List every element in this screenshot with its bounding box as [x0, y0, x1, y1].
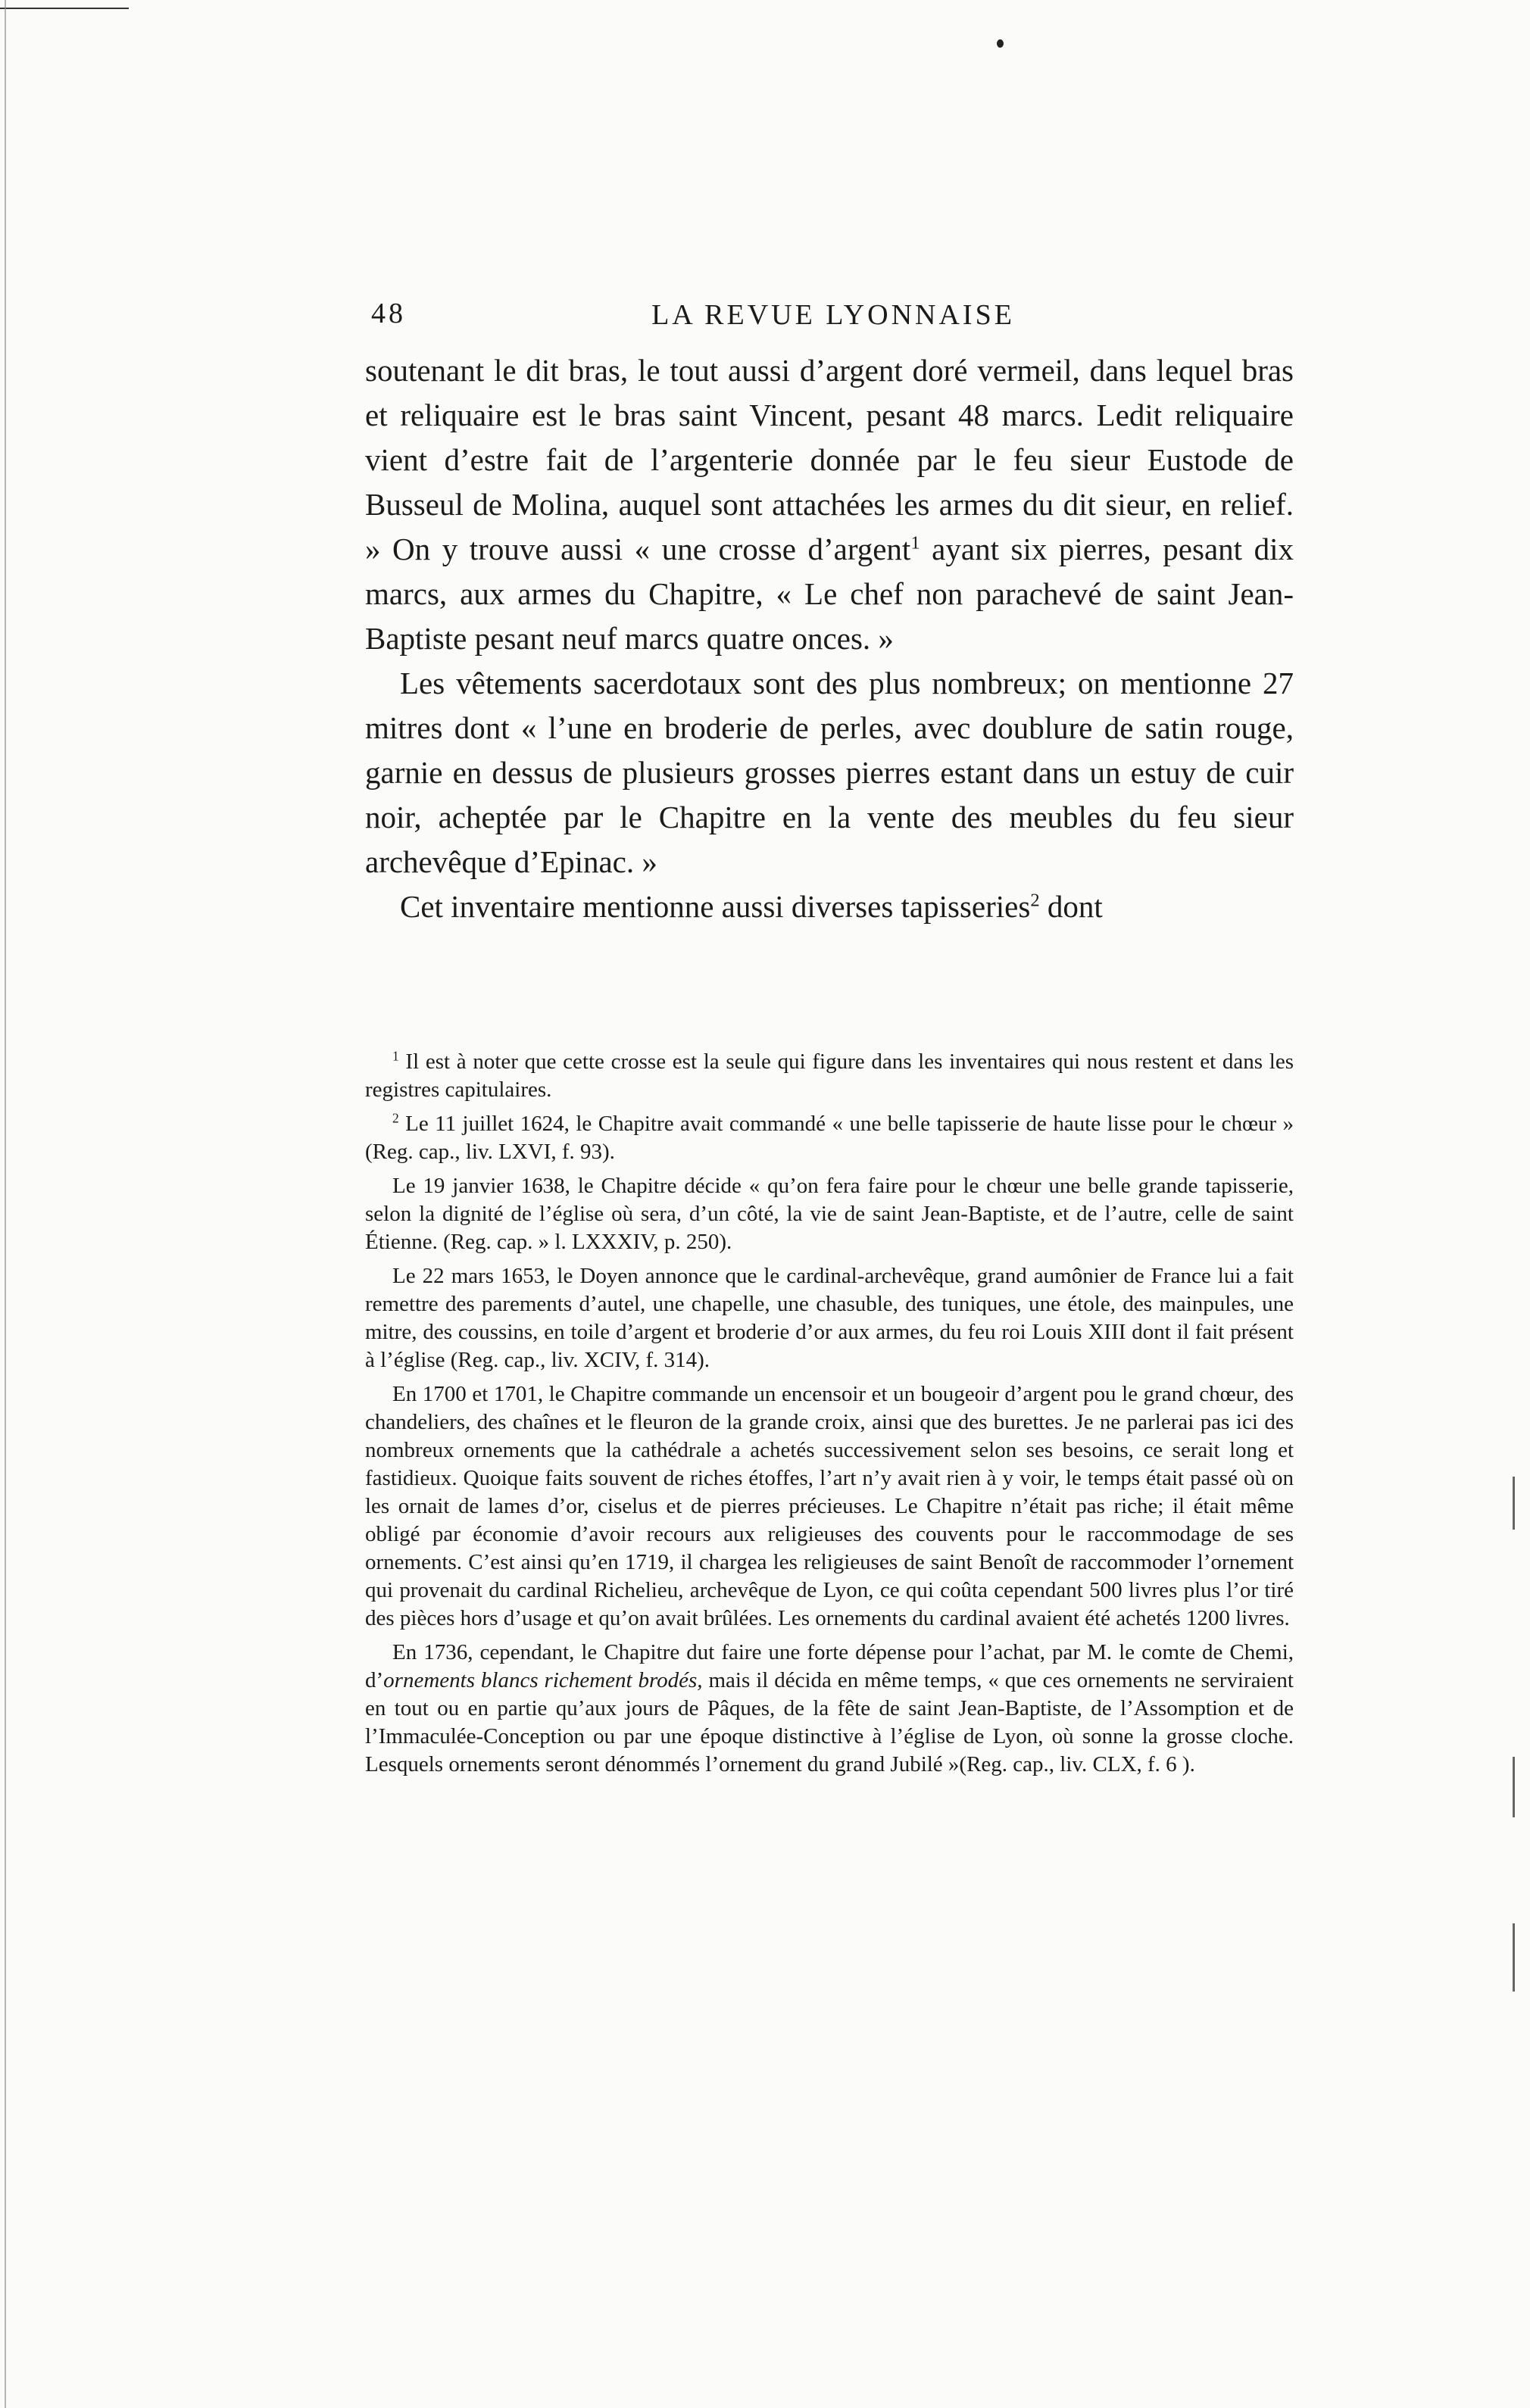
paragraph — [365, 884, 1294, 929]
right-margin-mark — [1513, 1757, 1515, 1817]
footnote — [365, 1639, 1294, 1779]
footnote-text: Il est à noter que cette crosse est la seule qui figure dans les inventaires qui nous restent et dans les registres capitulaires. — [365, 1050, 1294, 1102]
footnote-italic: ornements blancs richement brodés, — [383, 1668, 703, 1692]
footnote-text: Le 11 juillet 1624, le Chapitre avait commandé « une belle tapisserie de haute lisse pour le chœur » (Reg. cap., liv. LXVI, f. 93). — [365, 1112, 1294, 1164]
top-border-line — [0, 8, 129, 9]
paragraph-text: dont — [1039, 889, 1103, 924]
left-margin-line — [5, 0, 6, 2408]
right-margin-mark — [1513, 1477, 1515, 1530]
footnote-text: En 1736, cependant, le Chapitre dut faire une forte dépense pour l’achat, par M. le comte de Chemi, d’ — [365, 1640, 1294, 1692]
footnote-ref: 2 — [1030, 890, 1040, 911]
paragraph — [365, 348, 1294, 661]
footnote: Le 22 mars 1653, le Doyen annonce que le cardinal-archevêque, grand aumônier de France lui a fait remettre des parements d’autel, une chapelle, une chasuble, des tuniques, une étole, des mainpules, une mitre, des coussins, en toile d’argent et broderie d’or aux armes, du feu roi Louis XIII dont il fait présent à l’église (Reg. cap., liv. XCIV, f. 314). — [365, 1264, 1294, 1372]
page-header — [371, 297, 1295, 335]
ink-speck — [997, 39, 1004, 48]
paragraph-text: Cet inventaire mentionne aussi diverses tapisseries — [400, 889, 1031, 924]
paragraph: Les vêtements sacerdotaux sont des plus nombreux; on mentionne 27 mitres dont « l’une en broderie de perles, avec doublure de satin rouge, garnie en dessus de plusieurs grosses pierres estant dans un estuy de cuir noir, acheptée par le Chapitre en la vente des meubles du feu sieur archevêque d’Epinac. » — [365, 666, 1294, 879]
footnote-mark: 1 — [392, 1048, 399, 1064]
right-margin-mark — [1513, 1923, 1515, 1992]
footnote: Le 19 janvier 1638, le Chapitre décide « qu’on fera faire pour le chœur une belle grande tapisserie, selon la dignité de l’église où sera, d’un côté, la vie de saint Jean-Baptiste, et de l’autre, celle de saint Étienne. (Reg. cap. » l. LXXXIV, p. 250). — [365, 1174, 1294, 1254]
running-title: LA REVUE LYONNAISE — [651, 299, 1015, 331]
footnote: En 1700 et 1701, le Chapitre commande un encensoir et un bougeoir d’argent pou le grand chœur, des chandeliers, des chaînes et le fleuron de la grande croix, ainsi que des burettes. Je ne parlerai pas ici des nombreux ornements que la cathédrale a achetés successivement selon ses besoins, ce serait long et fastidieux. Quoique faits souvent de riches étoffes, l’art n’y avait rien à y voir, le temps était passé où on les ornait de lames d’or, ciselus et de pierres précieuses. Le Chapitre n’était pas riche; il était même obligé par économie d’avoir recours aux religieuses des couvents pour le raccommodage de ses ornements. C’est ainsi qu’en 1719, il chargea les religieuses de saint Benoît de raccommoder l’ornement qui provenait du cardinal Richelieu, archevêque de Lyon, ce qui coûta cependant 500 livres plus l’or tiré des pièces hors d’usage et qu’on avait brûlées. Les ornements du cardinal avaient été achetés 1200 livres. — [365, 1382, 1294, 1630]
main-text — [365, 348, 1294, 929]
footnote — [365, 1110, 1294, 1166]
footnote-ref: 1 — [910, 532, 920, 554]
page-number: 48 — [371, 298, 406, 329]
footnote — [365, 1048, 1294, 1104]
footnote-text: mais il décida en même temps, « que ces ornements ne serviraient en tout ou en partie qu’aux jours de Pâques, de la fête de saint Jean-Baptiste, de l’Assomption et de l’Immaculée-Conception ou par une époque distinctive à l’église de Lyon, où sonne la grosse cloche. Lesquels ornements seront dénommés l’ornement du grand Jubilé »(Reg. cap., liv. CLX, f. 6 ). — [365, 1668, 1294, 1776]
paragraph-text: soutenant le dit bras, le tout aussi d’argent doré vermeil, dans lequel bras et reliquaire est le bras saint Vincent, pesant 48 marcs. Ledit reliquaire vient d’estre fait de l’argenterie donnée par le feu sieur Eustode de Busseul de Molina, auquel sont attachées les armes du dit sieur, en relief. » On y trouve aussi « une crosse d’argent — [365, 353, 1294, 566]
paragraph-text: ayant six pierres, pesant dix marcs, aux armes du Chapitre, « Le chef non parachevé de saint Jean-Baptiste pesant neuf marcs quatre onces. » — [365, 532, 1294, 656]
footnotes — [365, 1048, 1294, 1785]
footnote-mark: 2 — [392, 1110, 399, 1126]
